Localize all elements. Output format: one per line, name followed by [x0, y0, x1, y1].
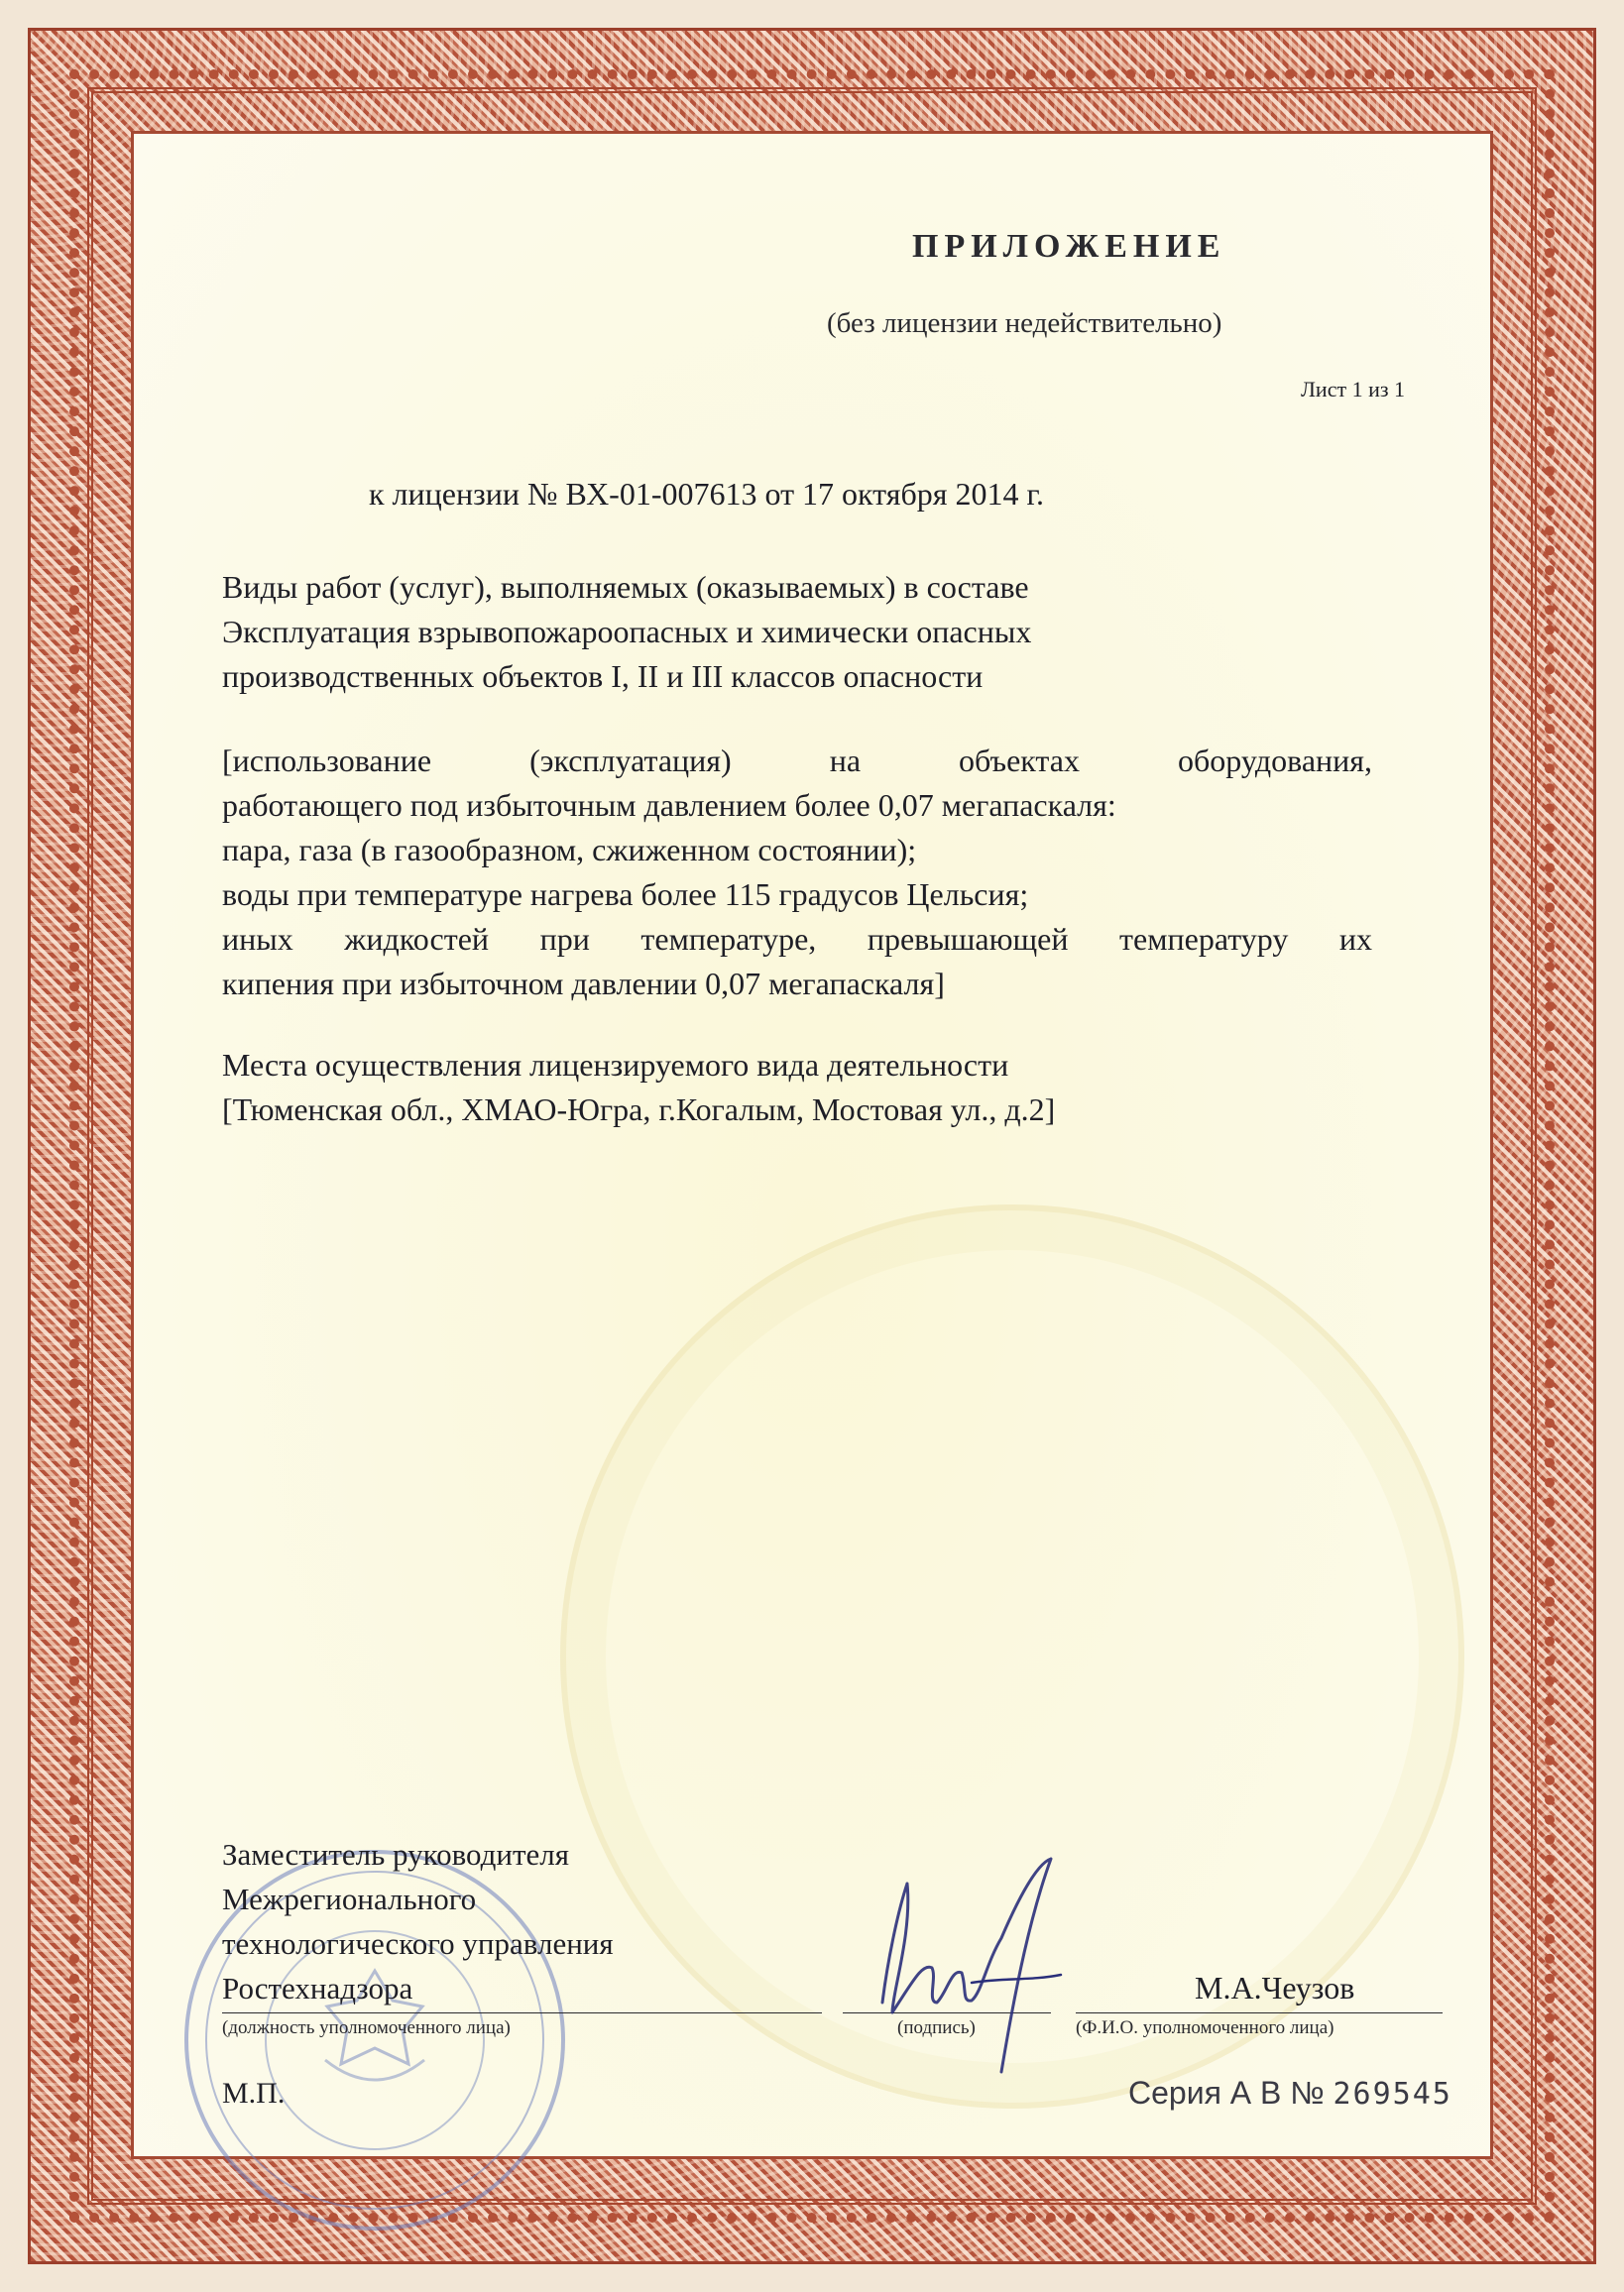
signatory-title-line: технологического управления — [222, 1926, 614, 1961]
works-description — [222, 565, 1031, 699]
name-underline — [1076, 2012, 1443, 2013]
works-line: Эксплуатация взрывопожароопасных и химически опасных — [222, 614, 1032, 649]
signature-caption: (подпись) — [897, 2017, 976, 2038]
signatory-name: М.А.Чеузов — [1195, 1970, 1355, 2006]
signatory-title — [222, 1832, 614, 2010]
series-prefix: Серия А В № — [1128, 2075, 1325, 2111]
works-line: производственных объектов I, II и III классов опасности — [222, 658, 984, 694]
position-underline — [222, 2012, 822, 2013]
works-line: Виды работ (услуг), выполняемых (оказываемых) в составе — [222, 569, 1029, 605]
validity-note: (без лицензии недействительно) — [827, 307, 1222, 339]
places-line: [Тюменская обл., ХМАО-Югра, г.Когалым, Мостовая ул., д.2] — [222, 1091, 1056, 1127]
scope-line: кипения при избыточном давлении 0,07 мегапаскаля] — [222, 966, 945, 1001]
scope-line: работающего под избыточным давлением более 0,07 мегапаскаля: — [222, 787, 1116, 823]
scope-line: пара, газа (в газообразном, сжиженном состоянии); — [222, 832, 917, 867]
signature-underline — [843, 2012, 1051, 2013]
seal-place-label: М.П. — [222, 2077, 286, 2110]
position-caption: (должность уполномоченного лица) — [222, 2017, 511, 2038]
scope-line: воды при температуре нагрева более 115 градусов Цельсия; — [222, 876, 1029, 912]
sheet-number: Лист 1 из 1 — [1301, 377, 1406, 401]
license-reference: к лицензии № ВХ-01-007613 от 17 октября 2014 г. — [369, 476, 1044, 512]
signatory-title-line: Межрегионального — [222, 1882, 477, 1916]
scope-description — [222, 739, 1372, 1006]
series-label — [1128, 2075, 1452, 2112]
activity-places — [222, 1043, 1055, 1132]
signatory-title-line: Ростехнадзора — [222, 1971, 413, 2006]
places-line: Места осуществления лицензируемого вида деятельности — [222, 1047, 1009, 1083]
scope-line: [использование (эксплуатация) на объектах оборудования, — [222, 743, 1372, 778]
series-number: 269545 — [1333, 2077, 1452, 2112]
signatory-title-line: Заместитель руководителя — [222, 1837, 570, 1872]
name-caption: (Ф.И.О. уполномоченного лица) — [1076, 2017, 1334, 2038]
appendix-title: ПРИЛОЖЕНИЕ — [912, 228, 1226, 265]
scope-line: иных жидкостей при температуре, превышающей температуру их — [222, 921, 1372, 957]
